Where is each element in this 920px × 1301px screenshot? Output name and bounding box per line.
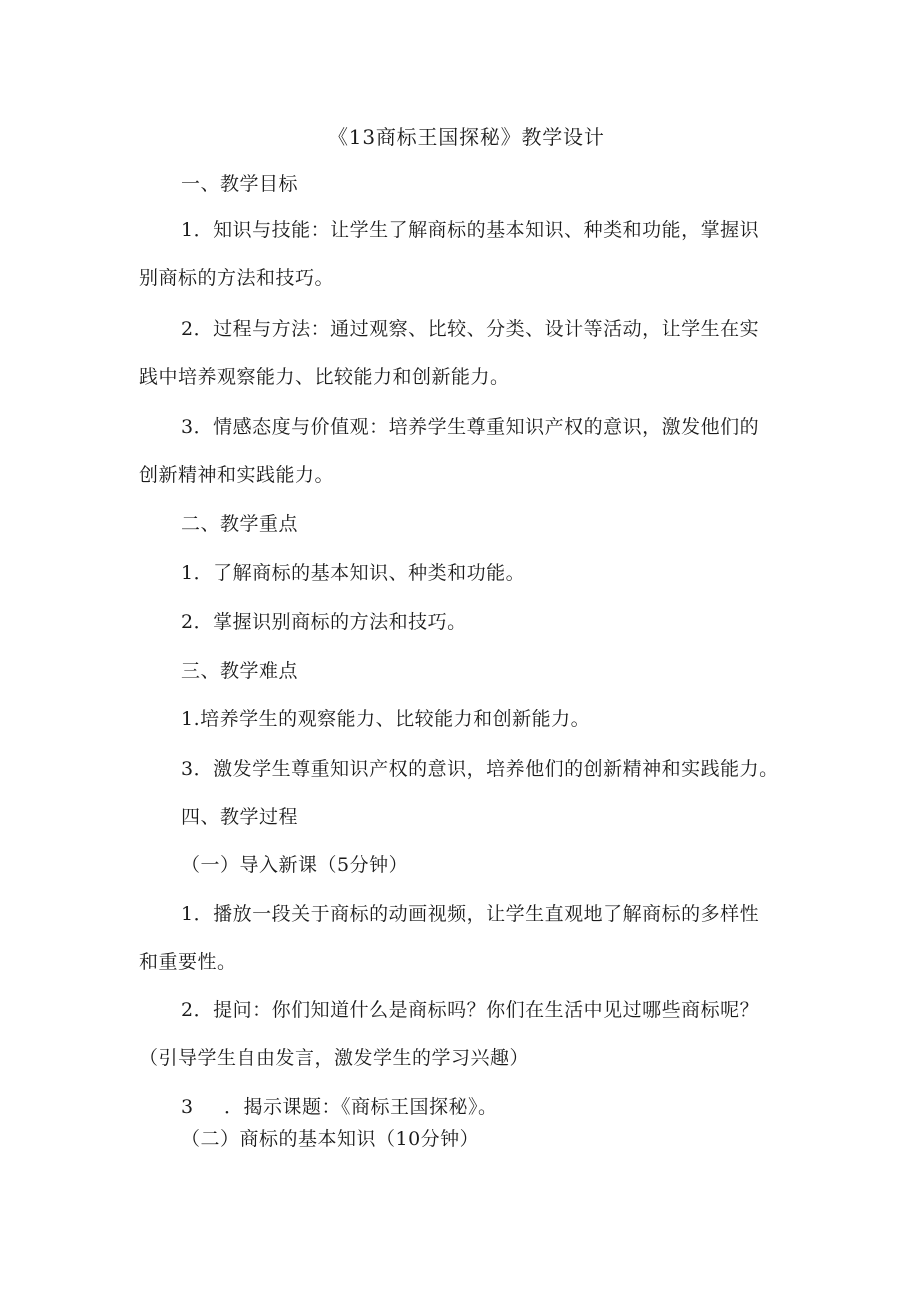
part-2-heading: （二）商标的基本知识（10分钟） bbox=[181, 1128, 480, 1150]
key-point-2: 2．掌握识别商标的方法和技巧。 bbox=[181, 611, 467, 633]
part-1-item-1-line-1: 1．播放一段关于商标的动画视频，让学生直观地了解商标的多样性 bbox=[181, 903, 760, 925]
part-1-heading: （一）导入新课（5分钟） bbox=[181, 854, 409, 876]
difficulty-1: 1.培养学生的观察能力、比较能力和创新能力。 bbox=[181, 708, 591, 730]
section-heading-process: 四、教学过程 bbox=[181, 806, 299, 828]
objective-3-line-1: 3．情感态度与价值观：培养学生尊重知识产权的意识，激发他们的 bbox=[181, 416, 760, 438]
key-point-1: 1．了解商标的基本知识、种类和功能。 bbox=[181, 562, 526, 584]
part-1-item-2-line-2: （引导学生自由发言，激发学生的学习兴趣） bbox=[139, 1047, 530, 1069]
objective-3-line-2: 创新精神和实践能力。 bbox=[139, 464, 335, 486]
part-1-item-3-number: 3 bbox=[181, 1096, 194, 1118]
objective-2-line-2: 践中培养观察能力、比较能力和创新能力。 bbox=[139, 366, 510, 388]
part-1-item-1-line-2: 和重要性。 bbox=[139, 951, 237, 973]
section-heading-difficulties: 三、教学难点 bbox=[181, 660, 299, 682]
part-1-item-2-line-1: 2．提问：你们知道什么是商标吗？你们在生活中见过哪些商标呢？ bbox=[181, 999, 760, 1021]
objective-2-line-1: 2．过程与方法：通过观察、比较、分类、设计等活动，让学生在实 bbox=[181, 318, 760, 340]
section-heading-objectives: 一、教学目标 bbox=[181, 173, 299, 195]
objective-1-line-1: 1．知识与技能：让学生了解商标的基本知识、种类和功能，掌握识 bbox=[181, 219, 760, 241]
part-1-item-3-text: ．揭示课题：《商标王国探秘》。 bbox=[224, 1096, 498, 1118]
section-heading-key-points: 二、教学重点 bbox=[181, 513, 299, 535]
difficulty-3: 3．激发学生尊重知识产权的意识，培养他们的创新精神和实践能力。 bbox=[181, 758, 779, 780]
document-title: 《13商标王国探秘》教学设计 bbox=[328, 125, 605, 149]
objective-1-line-2: 别商标的方法和技巧。 bbox=[139, 267, 335, 289]
